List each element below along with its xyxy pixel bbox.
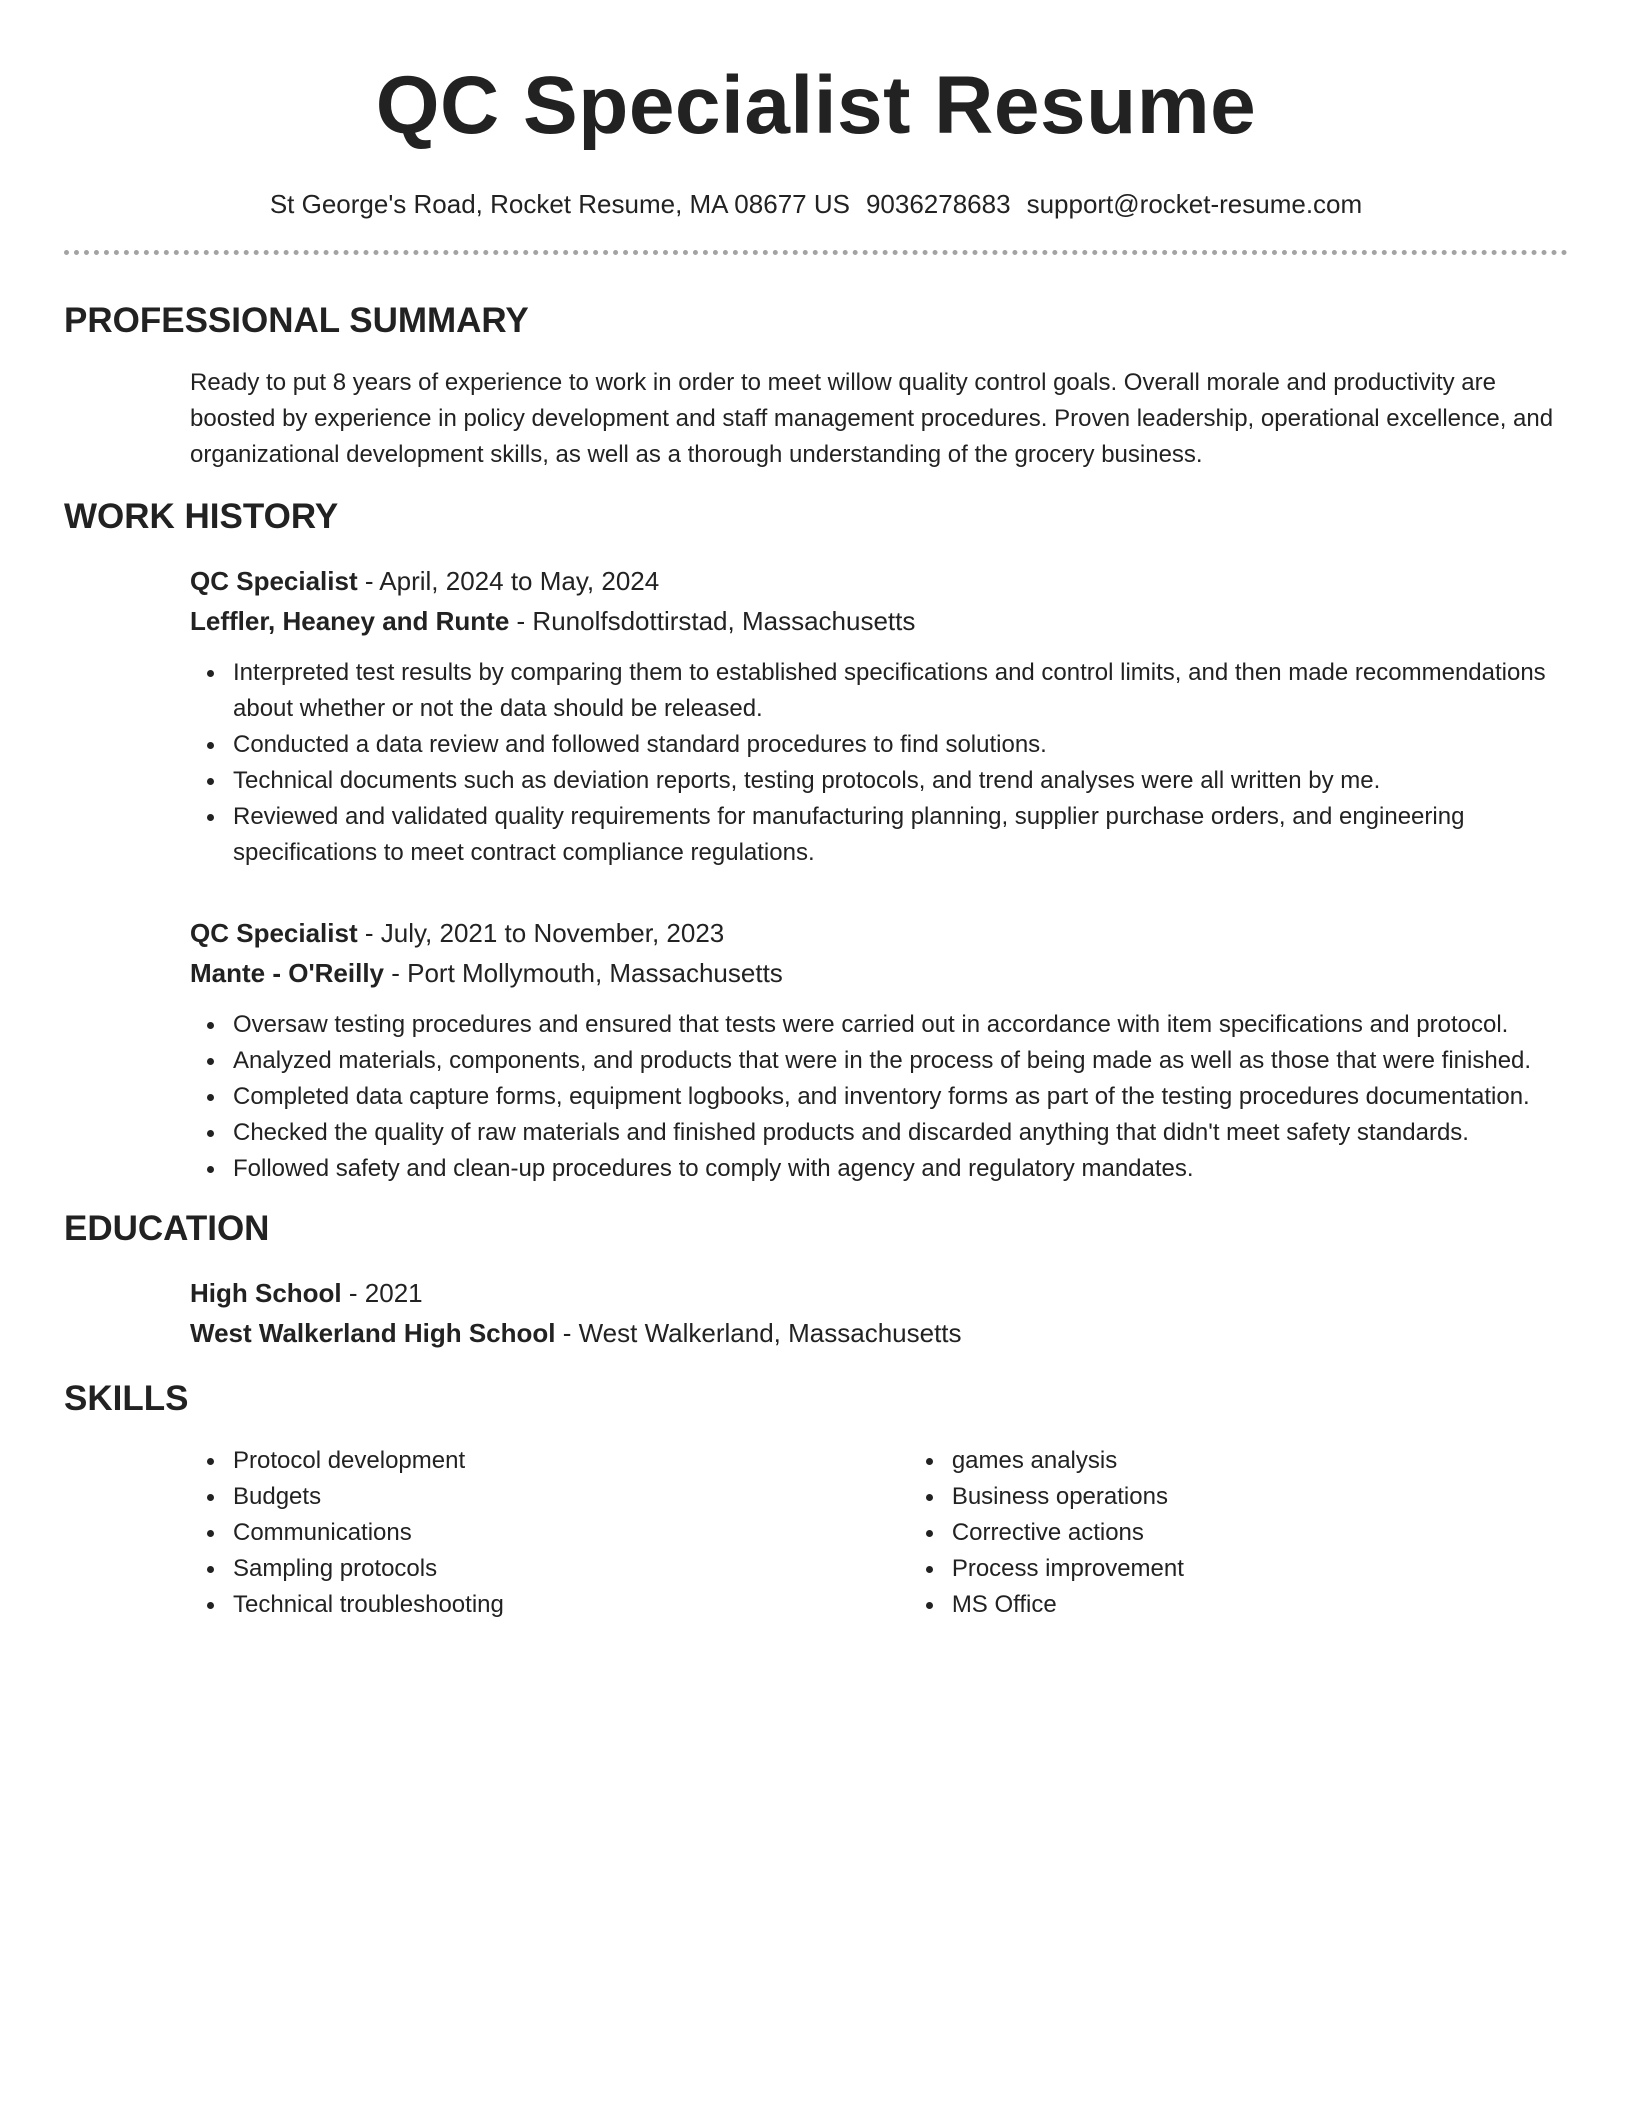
- skill-item: Communications: [233, 1515, 909, 1551]
- job-company-line: [190, 955, 1568, 991]
- skill-item: games analysis: [952, 1443, 1568, 1479]
- job-bullets: [190, 655, 1568, 871]
- job-title-line: [190, 915, 1568, 951]
- education-year: - 2021: [341, 1278, 423, 1308]
- skill-item: Sampling protocols: [233, 1551, 909, 1587]
- skill-item: Protocol development: [233, 1443, 909, 1479]
- skill-item: Budgets: [233, 1479, 909, 1515]
- skill-item: MS Office: [952, 1587, 1568, 1623]
- job-entry: [190, 563, 1568, 871]
- job-location: - Runolfsdottirstad, Massachusetts: [509, 606, 916, 636]
- education-degree-line: [190, 1275, 1568, 1311]
- header-divider: [64, 250, 1568, 255]
- skill-item: Technical troubleshooting: [233, 1587, 909, 1623]
- job-title: QC Specialist: [190, 918, 358, 948]
- job-title: QC Specialist: [190, 566, 358, 596]
- education-school: West Walkerland High School: [190, 1318, 556, 1348]
- contact-line: [64, 188, 1568, 220]
- job-bullet: Conducted a data review and followed standard procedures to find solutions.: [233, 727, 1568, 763]
- job-bullet: Completed data capture forms, equipment logbooks, and inventory forms as part of the testing procedures documentation.: [233, 1079, 1568, 1115]
- skill-item: Corrective actions: [952, 1515, 1568, 1551]
- job-location: - Port Mollymouth, Massachusetts: [384, 958, 783, 988]
- education-heading: EDUCATION: [64, 1209, 270, 1248]
- summary-heading: PROFESSIONAL SUMMARY: [64, 301, 529, 340]
- job-bullets: [190, 1007, 1568, 1187]
- contact-phone: 9036278683: [865, 189, 1011, 219]
- job-entry: [190, 915, 1568, 1187]
- education-school-line: [190, 1315, 1568, 1351]
- contact-email: support@rocket-resume.com: [1026, 189, 1363, 219]
- education-degree: High School: [190, 1278, 342, 1308]
- contact-address: St George's Road, Rocket Resume, MA 08677 US: [269, 189, 850, 219]
- job-title-line: [190, 563, 1568, 599]
- job-company-line: [190, 603, 1568, 639]
- job-dates: - July, 2021 to November, 2023: [357, 918, 725, 948]
- job-bullet: Checked the quality of raw materials and finished products and discarded anything that didn't meet safety standards.: [233, 1115, 1568, 1151]
- education-location: - West Walkerland, Massachusetts: [555, 1318, 962, 1348]
- job-bullet: Interpreted test results by comparing them to established specifications and control limits, and then made recommendations about whether or not the data should be released.: [233, 655, 1568, 727]
- job-bullet: Analyzed materials, components, and products that were in the process of being made as well as those that were finished.: [233, 1043, 1568, 1079]
- job-company: Leffler, Heaney and Runte: [190, 606, 510, 636]
- skill-item: Process improvement: [952, 1551, 1568, 1587]
- job-company: Mante - O'Reilly: [190, 958, 384, 988]
- job-bullet: Reviewed and validated quality requirements for manufacturing planning, supplier purchase orders, and engineering specifications to meet contract compliance regulations.: [233, 799, 1568, 871]
- job-dates: - April, 2024 to May, 2024: [357, 566, 660, 596]
- skill-item: Business operations: [952, 1479, 1568, 1515]
- work-history-heading: WORK HISTORY: [64, 497, 339, 536]
- skills-column-left: [190, 1443, 909, 1623]
- job-bullet: Technical documents such as deviation reports, testing protocols, and trend analyses were all written by me.: [233, 763, 1568, 799]
- job-bullet: Followed safety and clean-up procedures to comply with agency and regulatory mandates.: [233, 1151, 1568, 1187]
- resume-title: QC Specialist Resume: [375, 60, 1257, 151]
- skills-heading: SKILLS: [64, 1379, 189, 1418]
- education-entry: [190, 1275, 1568, 1351]
- skills-column-right: [909, 1443, 1568, 1623]
- job-bullet: Oversaw testing procedures and ensured that tests were carried out in accordance with item specifications and protocol.: [233, 1007, 1568, 1043]
- summary-text: Ready to put 8 years of experience to work in order to meet willow quality control goals. Overall morale and productivity are boosted by experience in policy development and staff management procedures. Proven leadership, operational excellence, and organizational development skills, as well as a thorough understanding of the grocery business.: [190, 369, 1554, 468]
- skills-grid: [190, 1443, 1568, 1623]
